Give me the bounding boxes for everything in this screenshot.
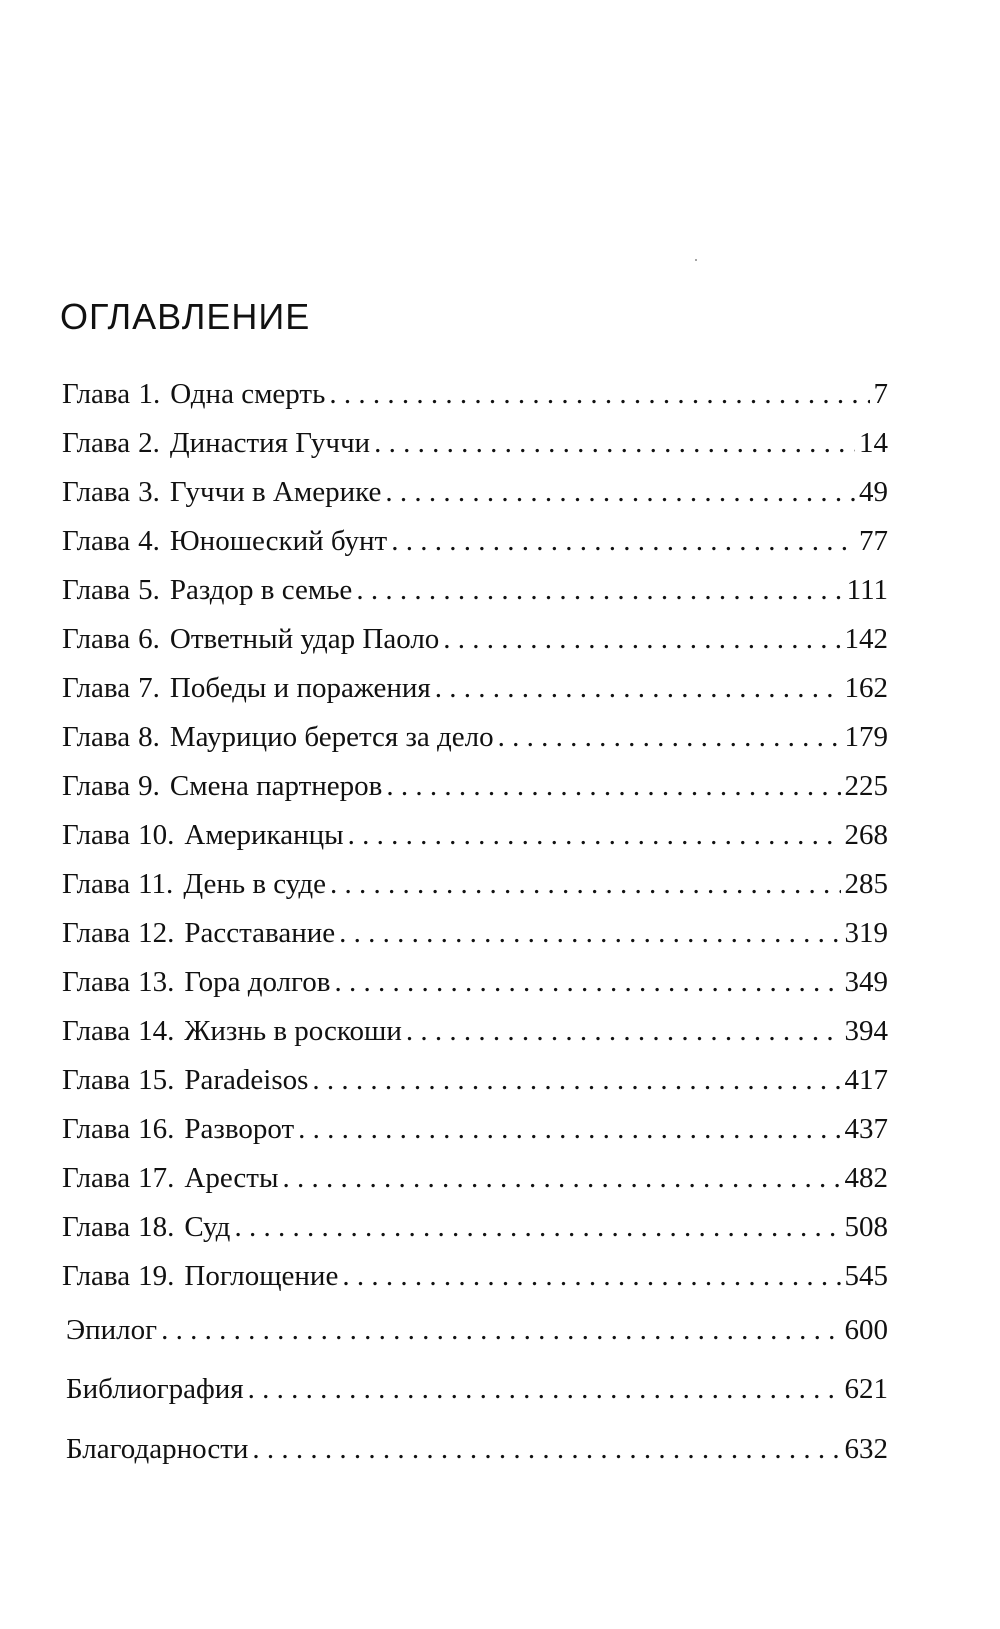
chapter-page: 394 [844, 1015, 888, 1047]
chapter-page: 111 [846, 574, 888, 606]
chapter-title: Paradeisos [184, 1064, 309, 1096]
chapter-label: Глава [62, 721, 131, 753]
toc-entry-chapter-11 [62, 860, 888, 909]
dot-leader [348, 811, 841, 860]
toc-entry-chapter-2 [62, 419, 888, 468]
chapter-label: Глава [62, 868, 131, 900]
chapter-page: 482 [844, 1162, 888, 1194]
chapter-number: 5. [138, 574, 160, 606]
toc-heading: ОГЛАВЛЕНИЕ [60, 296, 311, 337]
chapter-title: Поглощение [184, 1260, 339, 1292]
chapter-title: Маурицио берется за дело [169, 721, 494, 753]
chapter-title: День в суде [183, 868, 327, 900]
chapter-number: 14. [138, 1015, 175, 1047]
dot-leader [374, 419, 855, 468]
toc-entry-chapter-14 [62, 1007, 888, 1056]
chapter-title: Юношеский бунт [169, 525, 388, 557]
chapter-number: 19. [138, 1260, 175, 1292]
toc-entry-chapter-17 [62, 1154, 888, 1203]
toc-entry-chapter-18 [62, 1203, 888, 1252]
chapter-number: 3. [138, 476, 160, 508]
dot-leader [342, 1252, 840, 1301]
dot-leader [498, 713, 841, 762]
chapter-title: Суд [184, 1211, 231, 1243]
dot-leader [443, 615, 840, 664]
chapter-page: 7 [873, 378, 888, 410]
chapter-label: Глава [62, 1015, 131, 1047]
chapter-number: 6. [138, 623, 160, 655]
toc-entry-chapter-10 [62, 811, 888, 860]
chapter-label: Глава [62, 476, 131, 508]
chapter-title: Гора долгов [184, 966, 331, 998]
chapter-label: Глава [62, 1113, 131, 1145]
chapter-page: 437 [844, 1113, 888, 1145]
chapter-title: Жизнь в роскоши [184, 1015, 402, 1047]
dot-leader [282, 1154, 840, 1203]
chapter-label: Глава [62, 525, 131, 557]
toc-entry-page: 600 [844, 1314, 888, 1346]
chapter-page: 285 [844, 868, 888, 900]
chapter-title: Разворот [184, 1113, 295, 1145]
dot-leader [339, 909, 840, 958]
toc-entry-bibliography [66, 1365, 888, 1414]
chapter-label: Глава [62, 378, 131, 410]
chapter-page: 349 [844, 966, 888, 998]
toc-entry-chapter-3 [62, 468, 888, 517]
chapter-title: Раздор в семье [169, 574, 353, 606]
chapter-page: 508 [844, 1211, 888, 1243]
chapter-label: Глава [62, 1260, 131, 1292]
toc-entry-chapter-15 [62, 1056, 888, 1105]
chapter-number: 7. [138, 672, 160, 704]
toc-entry-chapter-4 [62, 517, 888, 566]
chapter-page: 49 [859, 476, 888, 508]
chapter-page: 77 [859, 525, 888, 557]
dot-leader [161, 1306, 840, 1355]
toc-entry-page: 632 [844, 1433, 888, 1465]
toc-entry-page: 621 [844, 1373, 888, 1405]
chapter-number: 4. [138, 525, 160, 557]
chapter-number: 11. [138, 868, 174, 900]
toc-entry-chapter-12 [62, 909, 888, 958]
toc-entry-chapter-16 [62, 1105, 888, 1154]
chapter-title: Победы и поражения [169, 672, 431, 704]
print-speck [695, 259, 697, 261]
dot-leader [252, 1425, 840, 1474]
chapter-number: 15. [138, 1064, 175, 1096]
dot-leader [234, 1203, 840, 1252]
toc-entry-chapter-1 [62, 370, 888, 419]
dot-leader [385, 468, 855, 517]
dot-leader [248, 1365, 841, 1414]
chapter-label: Глава [62, 917, 131, 949]
dot-leader [391, 517, 855, 566]
chapter-title: Смена партнеров [169, 770, 383, 802]
toc-entry-acknowledgements [66, 1425, 888, 1474]
toc-entry-chapter-19 [62, 1252, 888, 1301]
chapter-label: Глава [62, 1064, 131, 1096]
toc-entry-chapter-8 [62, 713, 888, 762]
chapter-label: Глава [62, 427, 131, 459]
toc-entry-chapter-6 [62, 615, 888, 664]
dot-leader [298, 1105, 840, 1154]
chapter-title: Династия Гуччи [169, 427, 371, 459]
toc-entry-epilog [66, 1306, 888, 1355]
chapter-number: 13. [138, 966, 175, 998]
dot-leader [334, 958, 840, 1007]
chapter-number: 12. [138, 917, 175, 949]
chapter-page: 545 [844, 1260, 888, 1292]
chapter-number: 10. [138, 819, 175, 851]
chapter-page: 14 [859, 427, 888, 459]
chapter-label: Глава [62, 672, 131, 704]
toc-entry-title: Библиография [66, 1373, 244, 1405]
toc-entry-chapter-5 [62, 566, 888, 615]
toc-entry-chapter-13 [62, 958, 888, 1007]
chapter-page: 162 [844, 672, 888, 704]
chapter-page: 268 [844, 819, 888, 851]
chapter-label: Глава [62, 966, 131, 998]
dot-leader [330, 860, 840, 909]
chapter-page: 142 [844, 623, 888, 655]
chapter-number: 8. [138, 721, 160, 753]
dot-leader [312, 1056, 840, 1105]
chapter-title: Расставание [184, 917, 336, 949]
dot-leader [435, 664, 841, 713]
chapter-title: Ответный удар Паоло [169, 623, 440, 655]
chapter-number: 1. [138, 378, 161, 410]
dot-leader [386, 762, 840, 811]
chapter-page: 417 [844, 1064, 888, 1096]
dot-leader [406, 1007, 841, 1056]
dot-leader [356, 566, 842, 615]
toc-entry-title: Эпилог [66, 1314, 158, 1346]
toc-entry-title: Благодарности [66, 1433, 249, 1465]
chapter-label: Глава [62, 819, 131, 851]
chapter-number: 17. [138, 1162, 175, 1194]
chapter-label: Глава [62, 1211, 131, 1243]
toc-entry-chapter-9 [62, 762, 888, 811]
chapter-number: 18. [138, 1211, 175, 1243]
chapter-page: 319 [844, 917, 888, 949]
chapter-label: Глава [62, 623, 131, 655]
chapter-number: 2. [138, 427, 160, 459]
chapter-list [62, 370, 888, 1301]
chapter-title: Одна смерть [170, 378, 326, 410]
chapter-number: 16. [138, 1113, 175, 1145]
chapter-label: Глава [62, 1162, 131, 1194]
chapter-page: 179 [844, 721, 888, 753]
chapter-title: Гуччи в Америке [169, 476, 382, 508]
chapter-page: 225 [844, 770, 888, 802]
chapter-number: 9. [138, 770, 160, 802]
toc-entry-chapter-7 [62, 664, 888, 713]
chapter-label: Глава [62, 770, 131, 802]
dot-leader [329, 370, 869, 419]
chapter-title: Аресты [184, 1162, 279, 1194]
chapter-label: Глава [62, 574, 131, 606]
chapter-title: Американцы [184, 819, 344, 851]
